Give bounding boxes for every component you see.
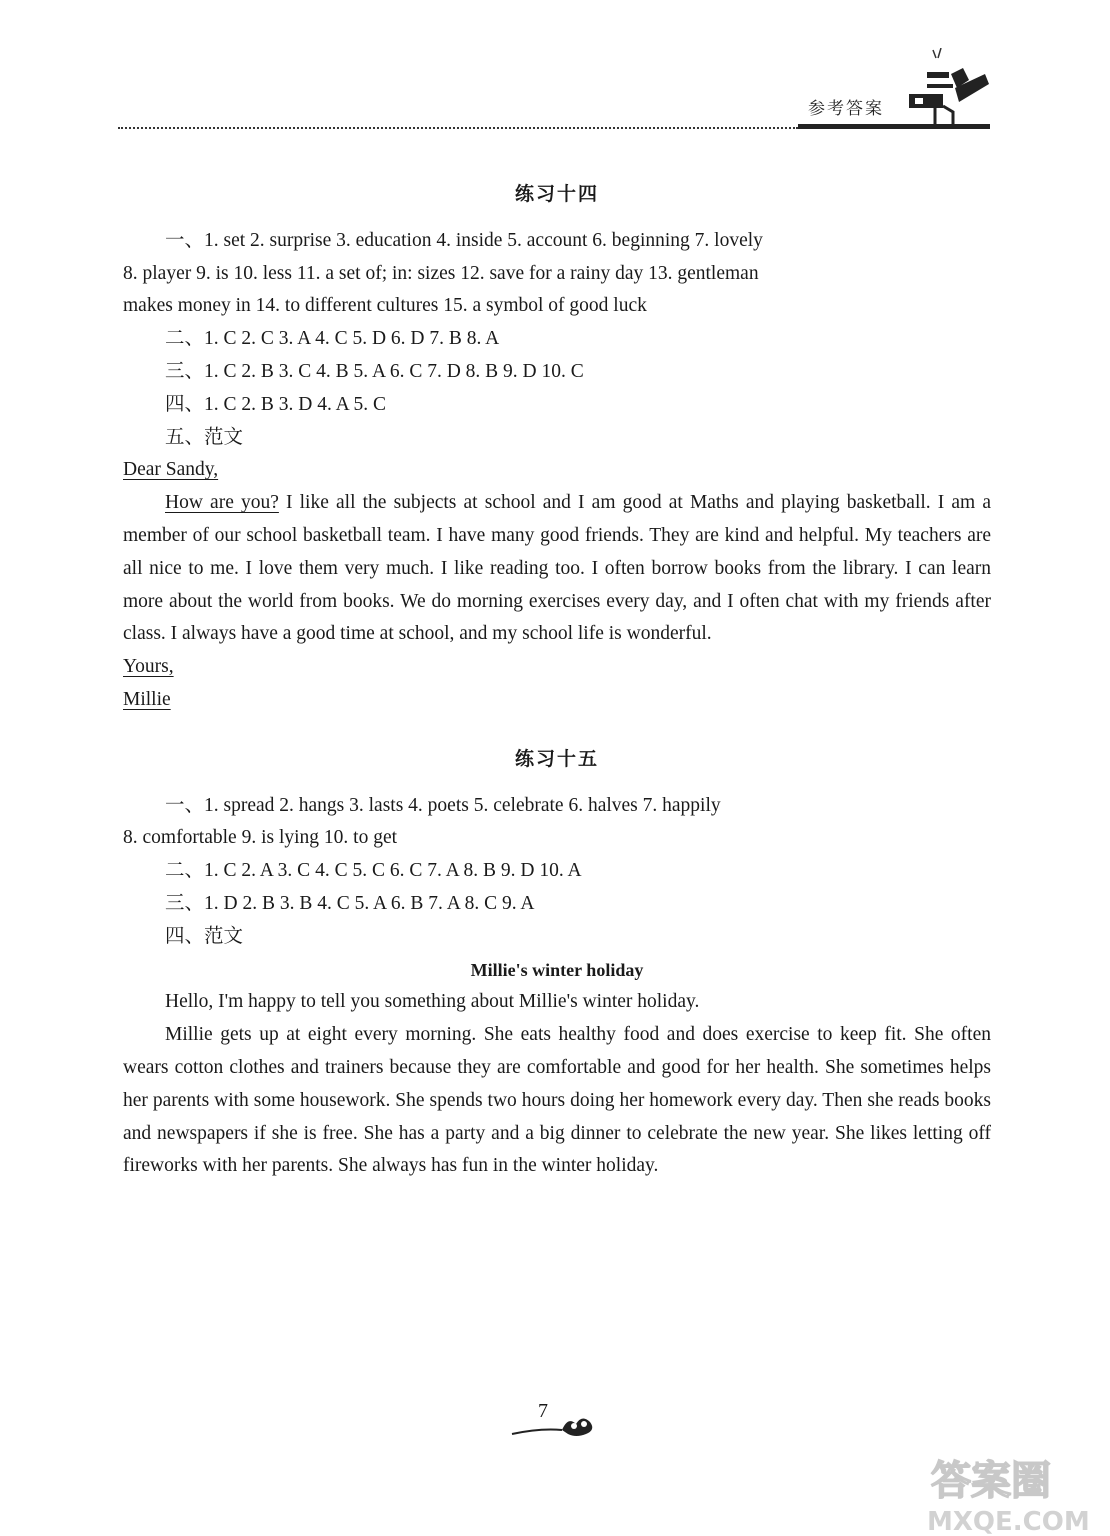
essay-title: Millie's winter holiday	[470, 959, 644, 980]
s14-part1-line2: 8. player 9. is 10. less 11. a set of; in: sizes 12. save for a rainy day 13. gentleman	[123, 262, 759, 284]
page-number: 7	[538, 1400, 548, 1422]
watermark-logo	[925, 1450, 1105, 1536]
page-swoosh-icon	[510, 1408, 600, 1438]
s14-part1-line3: makes money in 14. to different cultures 15. a symbol of good luck	[123, 295, 647, 317]
letter-greeting	[123, 454, 991, 487]
header-dotted-rule	[118, 127, 798, 129]
section-title-14: 练习十四	[514, 183, 599, 205]
letter-signature-text: Millie	[123, 688, 171, 710]
letter-closing	[123, 651, 991, 684]
section-title-15: 练习十五	[514, 747, 599, 770]
letter-signature	[123, 684, 991, 717]
letter-closing-text: Yours,	[123, 656, 174, 678]
s15-part3: 三、1. D 2. B 3. B 4. C 5. A 6. B 7. A 8. C 9. A	[165, 892, 535, 914]
s14-part1-line1: 一、1. set 2. surprise 3. education 4. inside 5. account 6. beginning 7. lovely	[165, 229, 763, 251]
letter-opening: How are you?	[165, 492, 279, 514]
answer-content	[123, 176, 991, 1183]
letter-greeting-text: Dear Sandy,	[123, 459, 219, 481]
essay-paragraph-1: Hello, I'm happy to tell you something about Millie's winter holiday.	[165, 991, 700, 1013]
book-lamp-icon	[905, 48, 990, 124]
essay-paragraph-2: Millie gets up at eight every morning. She eats healthy food and does exercise to keep fit. She often wears cotton clothes and trainers because they are comfortable and good for her health. She sometimes helps her parents with some housework. She spends two hours doing her homework every day. Then she reads books and newspapers if she is free. She has a party and a big dinner to celebrate the new year. She likes letting off fireworks with her parents. She always has fun in the winter holiday.	[123, 1024, 991, 1177]
header-solid-bar	[798, 124, 990, 129]
s15-part2: 二、1. C 2. A 3. C 4. C 5. C 6. C 7. A 8. B 9. D 10. A	[165, 860, 582, 882]
letter-body-text: I like all the subjects at school and I am good at Maths and playing basketball. I am a member of our school basketball team. I have many good friends. They are kind and helpful. My teachers are all nice to me. I love them very much. I like reading too. I often borrow books from the library. I can learn more about the world from books. We do morning exercises every day, and I often chat with my friends after class. I always have a good time at school, and my school life is wonderful.	[123, 492, 992, 645]
header-label: 参考答案	[808, 99, 884, 118]
s15-part1-line2: 8. comfortable 9. is lying 10. to get	[123, 827, 398, 849]
s15-part1-line1: 一、1. spread 2. hangs 3. lasts 4. poets 5. celebrate 6. halves 7. happily	[165, 794, 721, 816]
s15-part4: 四、范文	[165, 925, 244, 947]
watermark-text: MXQE.COM	[927, 1507, 1090, 1536]
s14-part4: 四、1. C 2. B 3. D 4. A 5. C	[165, 393, 387, 415]
letter-body	[123, 487, 991, 651]
s14-part2: 二、1. C 2. C 3. A 4. C 5. D 6. D 7. B 8. A	[165, 328, 500, 350]
watermark-cn-text: 答案圈	[931, 1458, 1051, 1504]
s14-part3: 三、1. C 2. B 3. C 4. B 5. A 6. C 7. D 8. B 9. D 10. C	[165, 360, 584, 382]
s14-part5: 五、范文	[165, 426, 244, 448]
